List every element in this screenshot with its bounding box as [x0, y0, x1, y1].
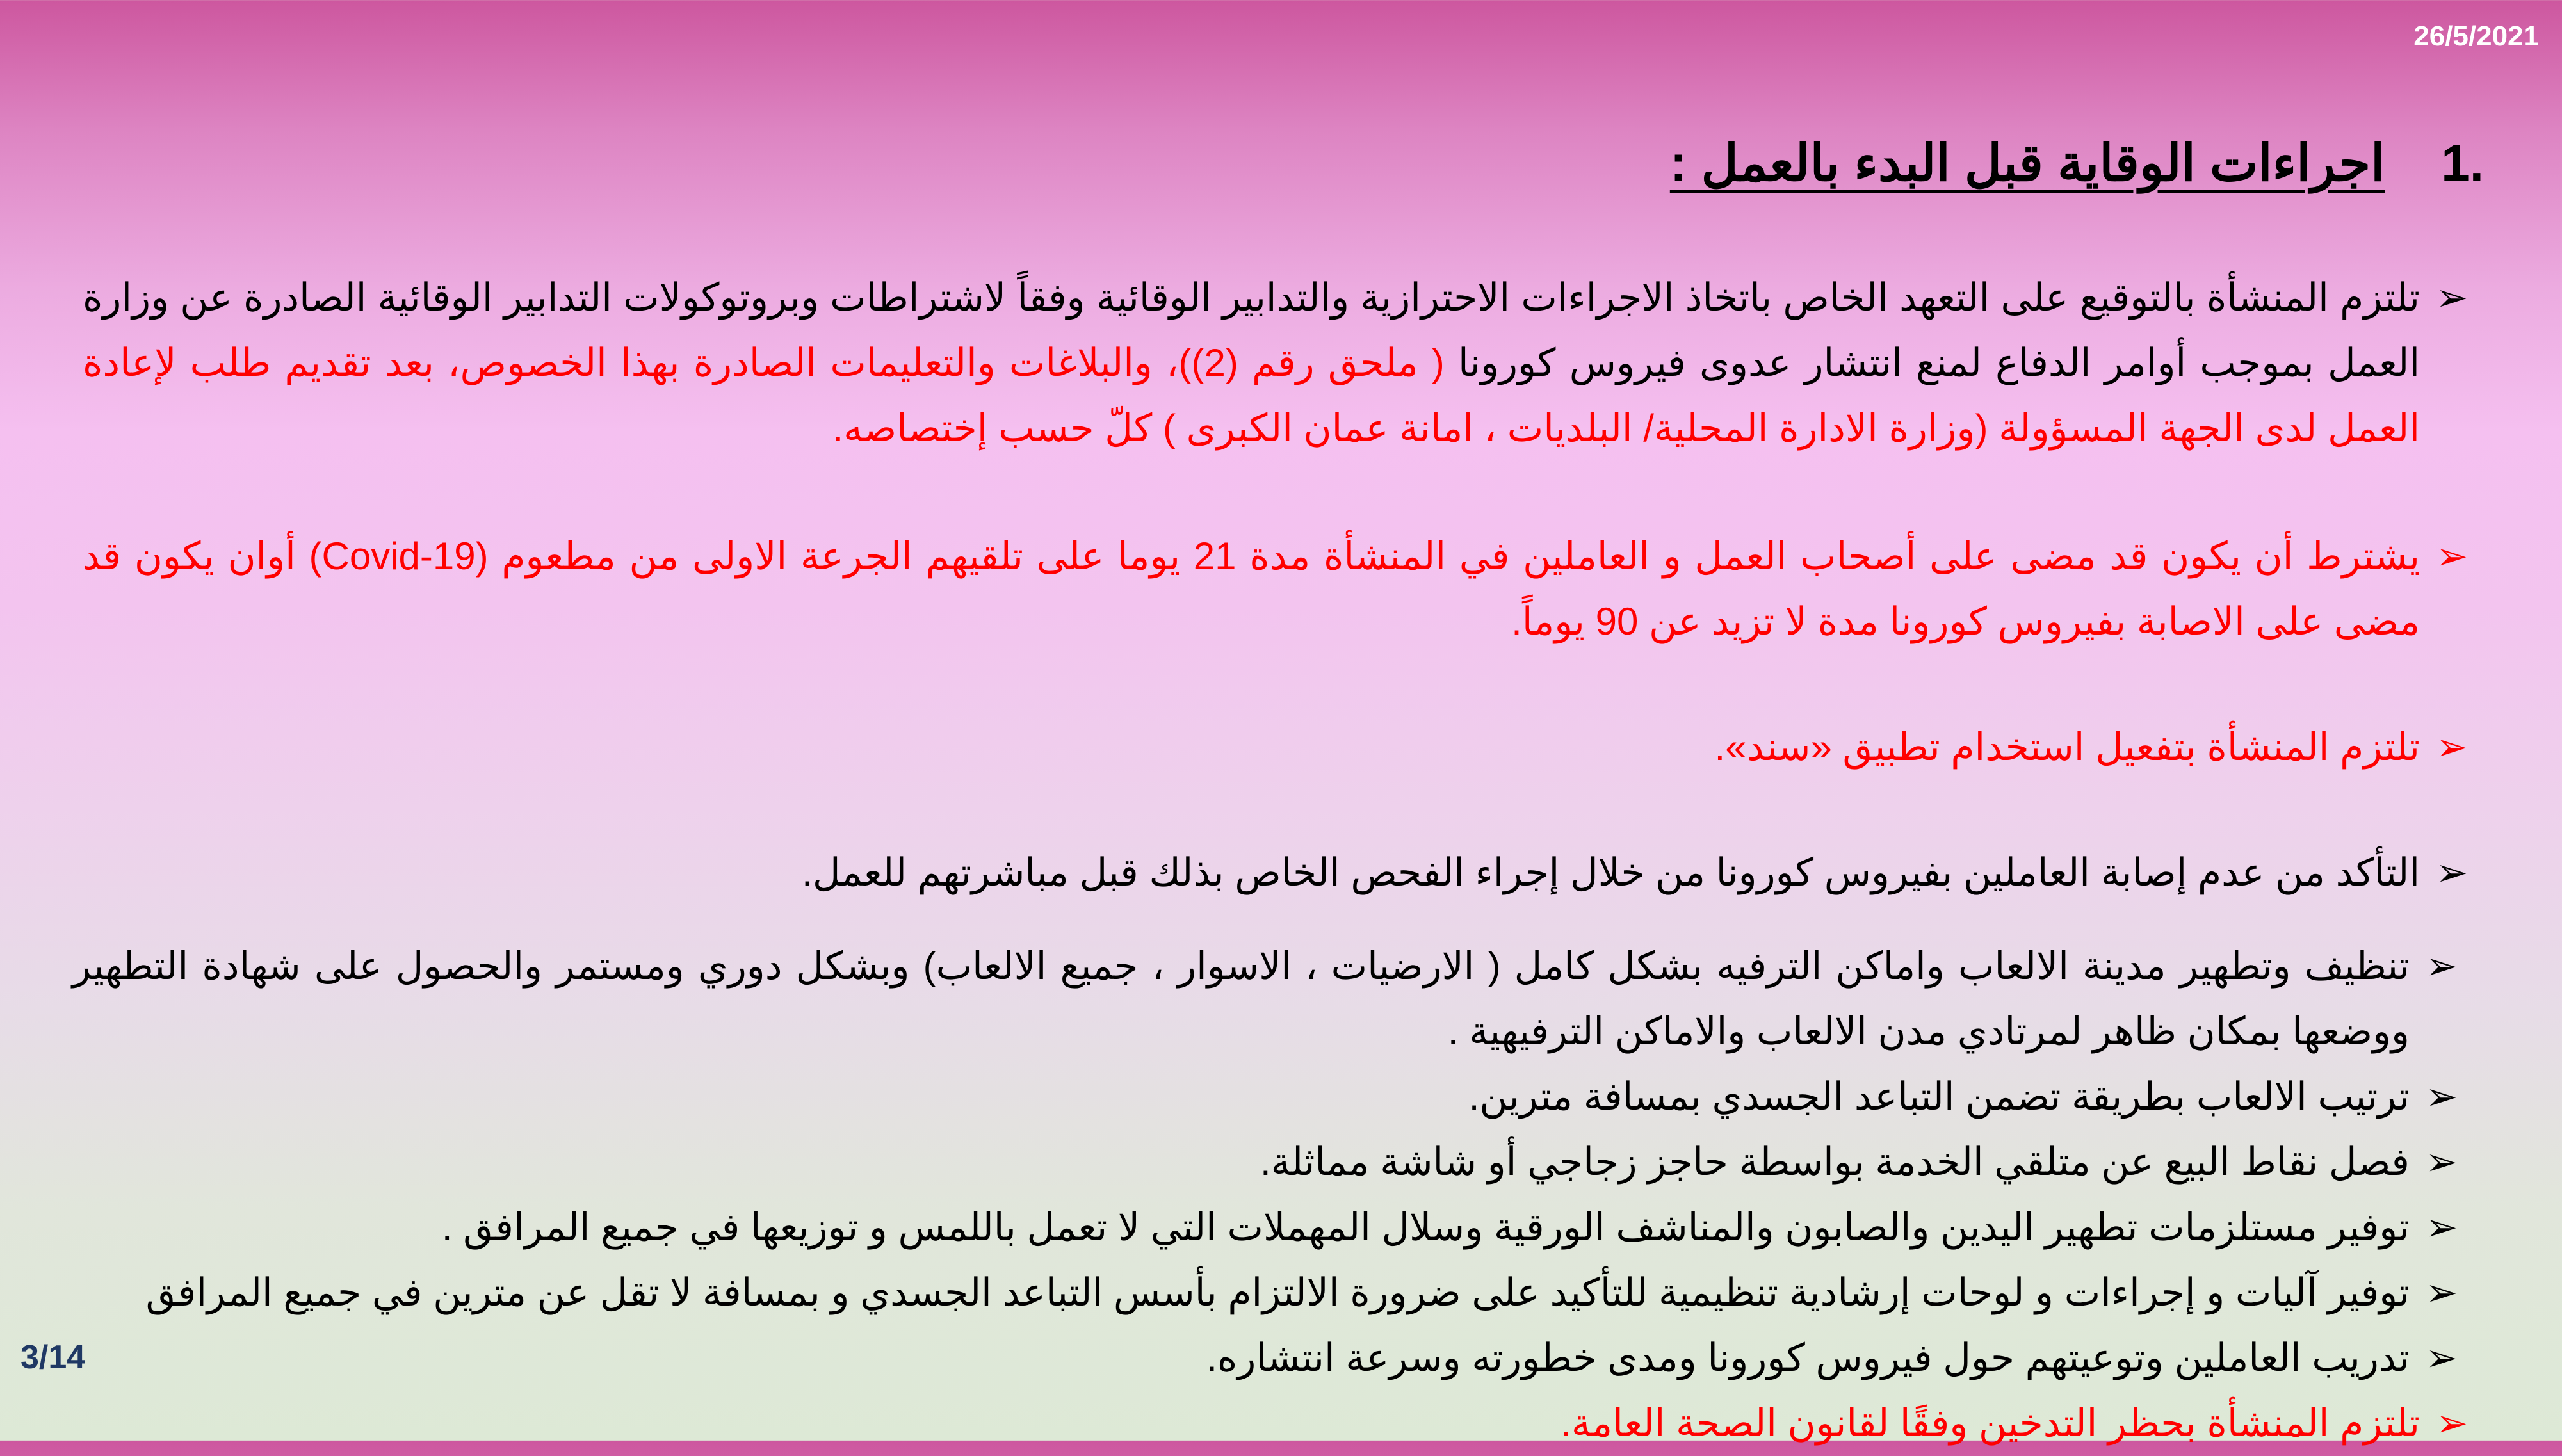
- bullet-10-text: تدريب العاملين وتوعيتهم حول فيروس كورونا ومدى خطورته وسرعة انتشاره.: [1206, 1336, 2410, 1379]
- bullet-item-3: [83, 715, 2469, 780]
- bullet-item-7: [72, 1129, 2458, 1195]
- bullet-11-text: تلتزم المنشأة بحظر التدخين وفقًا لقانون الصحة العامة.: [1561, 1402, 2420, 1444]
- bullet-item-4: [83, 840, 2469, 905]
- bullet-item-5: [72, 934, 2458, 1064]
- bullet-8-text: توفير مستلزمات تطهير اليدين والصابون والمناشف الورقية وسلال المهملات التي لا تعمل باللمس و توزيعها في جميع المرافق .: [441, 1206, 2410, 1249]
- bullet-7-text: فصل نقاط البيع عن متلقي الخدمة بواسطة حاجز زجاجي أو شاشة مماثلة.: [1260, 1140, 2410, 1183]
- arrow-bullet-icon: ➢: [2425, 1206, 2458, 1249]
- heading-number: .1: [2441, 134, 2484, 191]
- arrow-bullet-icon: ➢: [2425, 1336, 2458, 1379]
- bullet-item-11: [83, 1391, 2469, 1444]
- arrow-bullet-icon: ➢: [2435, 1402, 2469, 1444]
- arrow-bullet-icon: ➢: [2425, 1140, 2458, 1183]
- bullet-item-6: [72, 1064, 2458, 1129]
- bullet-1-text-highlight: ( ملحق رقم (2))، والبلاغات والتعليمات الصادرة بهذا الخصوص، بعد تقديم طلب لإعادة العمل لدى الجهة المسؤولة (وزارة الادارة المحلية/ البلديات ، امانة عمان الكبرى ) كلّ حسب إختصاصه.: [83, 341, 2420, 449]
- bullet-2-text: يشترط أن يكون قد مضى على أصحاب العمل و العاملين في المنشأة مدة 21 يوما على تلقيهم الجرعة الاولى من مطعوم (Covid-19) أوان يكون قد مضى على الاصابة بفيروس كورونا مدة لا تزيد عن 90 يوماً.: [83, 535, 2420, 643]
- page-number: 3/14: [20, 1339, 86, 1376]
- bullet-item-1: [83, 265, 2469, 461]
- heading-text: اجراءات الوقاية قبل البدء بالعمل :: [1669, 134, 2385, 191]
- bullet-6-text: ترتيب الالعاب بطريقة تضمن التباعد الجسدي بمسافة مترين.: [1468, 1075, 2410, 1118]
- arrow-bullet-icon: ➢: [2435, 851, 2469, 894]
- bullet-5-text: تنظيف وتطهير مدينة الالعاب واماكن الترفيه بشكل كامل ( الارضيات ، الاسوار ، جميع الالعاب) وبشكل دوري ومستمر والحصول على شهادة التطهير ووضعها بمكان ظاهر لمرتادي مدن الالعاب والاماكن الترفيهية .: [72, 944, 2410, 1053]
- bullet-1-text-main: تلتزم المنشأة بالتوقيع على التعهد الخاص باتخاذ الاجراءات الاحترازية والتدابير الوقائية وفقاً لاشتراطات وبروتوكولات التدابير الوقائية الصادرة عن وزارة العمل بموجب أوامر الدفاع لمنع انتشار عدوى فيروس كورونا: [83, 276, 2420, 384]
- bullet-item-9: [72, 1260, 2458, 1325]
- arrow-bullet-icon: ➢: [2425, 1271, 2458, 1314]
- arrow-bullet-icon: ➢: [2435, 725, 2469, 768]
- slide-date: 26/5/2021: [2413, 20, 2539, 52]
- arrow-bullet-icon: ➢: [2425, 944, 2458, 987]
- arrow-bullet-icon: ➢: [2435, 535, 2469, 578]
- bullet-4-text: التأكد من عدم إصابة العاملين بفيروس كورونا من خلال إجراء الفحص الخاص بذلك قبل مباشرتهم للعمل.: [802, 851, 2420, 894]
- bullet-item-10: [72, 1325, 2458, 1391]
- section-heading: [1670, 133, 2484, 193]
- bullet-item-2: [83, 524, 2469, 654]
- bullet-item-8: [72, 1195, 2458, 1260]
- bullet-9-text: توفير آليات و إجراءات و لوحات إرشادية تنظيمية للتأكيد على ضرورة الالتزام بأسس التباعد الجسدي و بمسافة لا تقل عن مترين في جميع المرافق: [145, 1271, 2410, 1314]
- arrow-bullet-icon: ➢: [2425, 1075, 2458, 1118]
- arrow-bullet-icon: ➢: [2435, 276, 2469, 319]
- bullet-3-text: تلتزم المنشأة بتفعيل استخدام تطبيق «سند».: [1714, 725, 2420, 768]
